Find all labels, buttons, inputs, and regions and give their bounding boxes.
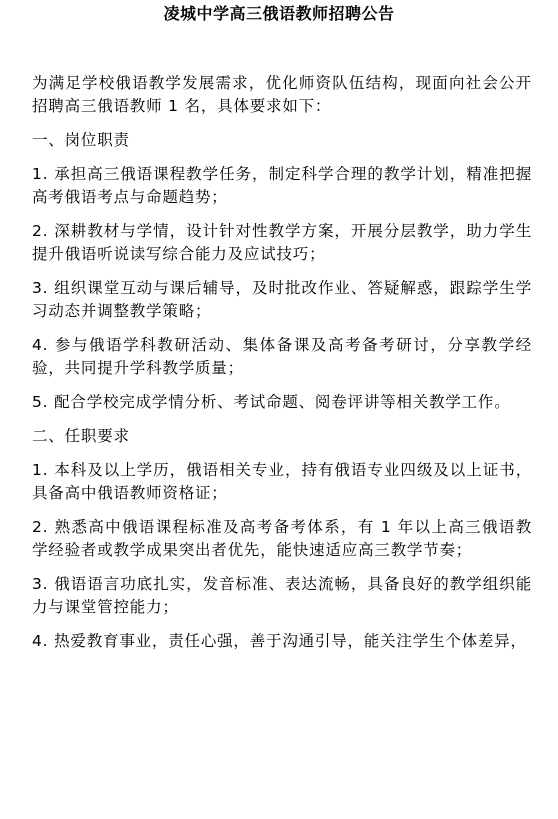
duty-item-5: 5. 配合学校完成学情分析、考试命题、阅卷评讲等相关教学工作。 xyxy=(32,393,511,411)
document-body xyxy=(32,72,532,664)
requirement-item-1: 1. 本科及以上学历，俄语相关专业，持有俄语专业四级及以上证书，具备高中俄语教师资格证； xyxy=(32,461,532,502)
intro-paragraph: 为满足学校俄语教学发展需求，优化师资队伍结构，现面向社会公开招聘高三俄语教师 1 名，具体要求如下： xyxy=(32,74,532,115)
requirement-item-4: 4. 热爱教育事业，责任心强，善于沟通引导，能关注学生个体差异， xyxy=(32,632,527,650)
section-heading-requirements: 二、任职要求 xyxy=(32,427,130,445)
document-title: 凌城中学高三俄语教师招聘公告 xyxy=(163,4,395,23)
duty-item-3: 3. 组织课堂互动与课后辅导，及时批改作业、答疑解惑，跟踪学生学习动态并调整教学策略； xyxy=(32,279,532,320)
duty-item-4: 4. 参与俄语学科教研活动、集体备课及高考备考研讨，分享教学经验，共同提升学科教学质量； xyxy=(32,336,532,377)
requirement-item-2: 2. 熟悉高中俄语课程标准及高考备考体系，有 1 年以上高三俄语教学经验者或教学成果突出者优先，能快速适应高三教学节奏； xyxy=(32,518,532,559)
duty-item-1: 1. 承担高三俄语课程教学任务，制定科学合理的教学计划，精准把握高考俄语考点与命题趋势； xyxy=(32,165,532,206)
section-heading-duties: 一、岗位职责 xyxy=(32,131,130,149)
requirement-item-3: 3. 俄语语言功底扎实，发音标准、表达流畅，具备良好的教学组织能力与课堂管控能力； xyxy=(32,575,532,616)
duty-item-2: 2. 深耕教材与学情，设计针对性教学方案，开展分层教学，助力学生提升俄语听说读写综合能力及应试技巧； xyxy=(32,222,532,263)
